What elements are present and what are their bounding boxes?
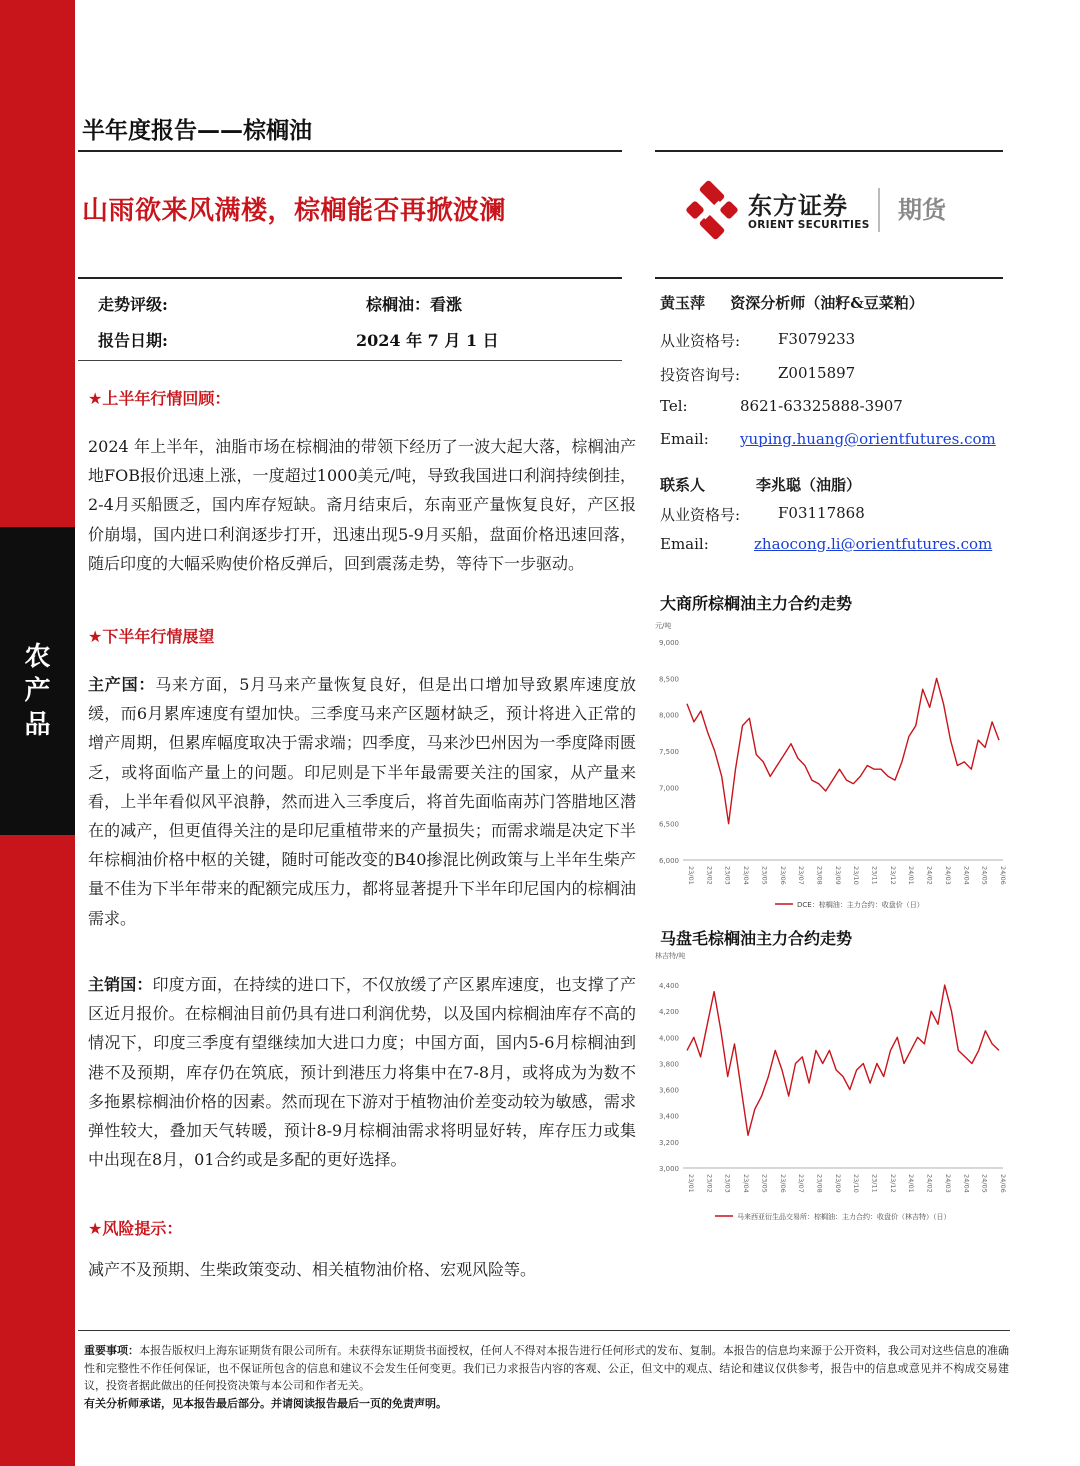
chart-ytick-label: 6,500: [658, 820, 679, 829]
chart-xtick-label: 23/12: [888, 1174, 897, 1193]
contact-name: 李兆聪（油脂）: [756, 476, 862, 494]
chart-ytick-label: 4,200: [658, 1008, 679, 1017]
chart-ytick-label: 3,600: [658, 1086, 679, 1095]
chart-legend-label: DCE：棕榈油：主力合约：收盘价（日）: [797, 901, 924, 909]
producer-label: 主产国：: [88, 675, 156, 694]
chart-xtick-label: 24/05: [980, 866, 989, 885]
rating-label: 走势评级:: [98, 295, 168, 314]
chart-xtick-label: 24/02: [925, 1174, 934, 1193]
chart-xtick-label: 23/07: [797, 1174, 806, 1193]
chart-series-line: [687, 985, 999, 1135]
chart-xtick-label: 23/12: [888, 866, 897, 885]
contact-label: 联系人: [660, 476, 706, 494]
chart-xtick-label: 23/01: [687, 1174, 695, 1193]
section-heading-risk: ★风险提示：: [88, 1219, 183, 1238]
chart-bmd-svg: [655, 952, 1005, 1232]
report-type: 半年度报告——棕榈油: [82, 118, 312, 144]
qual-label: 从业资格号:: [660, 332, 741, 350]
chart-xtick-label: 23/03: [723, 1174, 732, 1193]
category-label-char: 产: [24, 676, 51, 706]
qual2-label: 从业资格号:: [660, 506, 741, 524]
risk-paragraph: 减产不及预期、生柴政策变动、相关植物油价格、宏观风险等。: [88, 1260, 537, 1279]
category-label-char: 农: [24, 642, 51, 672]
chart-dce-svg: [655, 620, 1005, 920]
chart-xtick-label: 23/07: [797, 866, 806, 885]
email2-label: Email:: [660, 535, 709, 553]
chart-xtick-label: 23/08: [815, 1174, 824, 1193]
consumer-label: 主销国：: [88, 975, 153, 994]
qual2-value: F03117868: [778, 504, 865, 522]
chart-ytick-label: 7,000: [658, 784, 679, 793]
chart-xtick-label: 24/05: [980, 1174, 989, 1193]
chart-ytick-label: 6,000: [658, 857, 679, 865]
chart-xtick-label: 24/03: [943, 866, 952, 885]
tel-value: 8621-63325888-3907: [740, 397, 903, 415]
notice-label: 重要事项：: [84, 1344, 140, 1357]
disclaimer: [84, 1342, 1009, 1412]
divider: [78, 360, 622, 361]
chart-ytick-label: 7,500: [658, 748, 679, 756]
consult-value: Z0015897: [778, 364, 856, 382]
chart-xtick-label: 24/06: [999, 1174, 1007, 1193]
chart-legend-label: 马来西亚衍生品交易所：棕榈油：主力合约：收盘价（林吉特）（日）: [737, 1213, 951, 1221]
chart-ylabel: 元/吨: [655, 622, 672, 630]
chart-ytick-label: 3,200: [658, 1138, 679, 1147]
tel-label: Tel:: [660, 397, 688, 415]
chart-title-dce: 大商所棕榈油主力合约走势: [660, 594, 853, 613]
chart-bmd: [655, 952, 1005, 1232]
email-link[interactable]: yuping.huang@orientfutures.com: [740, 430, 996, 448]
chart-dce: [655, 620, 1005, 920]
qual-value: F3079233: [778, 330, 856, 348]
email-label: Email:: [660, 430, 709, 448]
section-heading-review: ★上半年行情回顾：: [88, 389, 231, 408]
divider: [78, 277, 622, 279]
chart-ytick-label: 3,000: [658, 1165, 679, 1173]
logo-icon: [686, 184, 738, 236]
commit-text: 有关分析师承诺，见本报告最后部分。并请阅读报告最后一页的免责声明。: [84, 1396, 447, 1410]
chart-title-bmd: 马盘毛棕榈油主力合约走势: [660, 929, 853, 948]
chart-ytick-label: 9,000: [658, 639, 679, 647]
analyst-contact-block: [660, 292, 1005, 572]
chart-xtick-label: 23/06: [778, 1174, 787, 1193]
date-label: 报告日期:: [98, 331, 168, 350]
chart-xtick-label: 23/09: [833, 1174, 842, 1193]
divider: [655, 277, 1003, 279]
chart-xtick-label: 24/01: [907, 866, 916, 885]
chart-ylabel: 林吉特/吨: [655, 952, 686, 960]
logo-separator: [878, 188, 880, 232]
section-heading-outlook: ★下半年行情展望: [88, 627, 215, 646]
chart-xtick-label: 24/03: [943, 1174, 952, 1193]
producer-paragraph: [88, 670, 636, 933]
chart-series-line: [687, 678, 999, 823]
rating-value: 棕榈油：看涨: [366, 295, 463, 314]
consumer-text: 印度方面，在持续的进口下，不仅放缓了产区累库速度，也支撑了产区近月报价。在棕榈油目前仍具有进口利润优势，以及国内棕榈油库存不高的情况下，印度三季度有望继续加大进口力度；中国方面，国内5-6月棕榈油到港不及预期，库存仍在筑底，预计到港压力将集中在7-8月，或将成为为数不多拖累棕榈油价格的因素。然而现在下游对于植物油价差变动较为敏感，需求弹性较大，叠加天气转暖，预计8-9月棕榈油需求将明显好转，库存压力或集中出现在8月，01合约或是多配的更好选择。: [88, 975, 636, 1170]
chart-xtick-label: 23/04: [742, 1174, 751, 1193]
analyst-name: 黄玉萍: [660, 294, 706, 312]
chart-ytick-label: 4,000: [658, 1034, 679, 1043]
category-label-char: 品: [24, 710, 51, 740]
chart-xtick-label: 23/09: [833, 866, 842, 885]
chart-xtick-label: 24/06: [999, 866, 1007, 885]
chart-xtick-label: 23/10: [852, 866, 861, 885]
logo-futures: 期货: [898, 196, 946, 224]
date-value: 2024 年 7 月 1 日: [356, 331, 499, 350]
page-title: 山雨欲来风满楼，棕榈能否再掀波澜: [82, 196, 507, 226]
company-logo: [686, 180, 966, 240]
notice-text: 本报告版权归上海东证期货有限公司所有。未获得东证期货书面授权，任何人不得对本报告进行任何形式的发布、复制。本报告的信息均来源于公开资料，我公司对这些信息的准确性和完整性不作任何保证，也不保证所包含的信息和建议不会发生任何变更。我们已力求报告内容的客观、公正，但文中的观点、结论和建议仅供参考，报告中的信息或意见并不构成交易建议，投资者据此做出的任何投资决策与本公司和作者无关。: [84, 1344, 1009, 1392]
logo-text-cn: 东方证券: [748, 192, 848, 220]
chart-xtick-label: 23/08: [815, 866, 824, 885]
producer-text: 马来方面，5月马来产量恢复良好，但是出口增加导致累库速度放缓，而6月累库速度有望加快。三季度马来产区题材缺乏，预计将进入正常的增产周期，但累库幅度取决于需求端；四季度，马来沙巴州因为一季度降雨匮乏，或将面临产量上的问题。印尼则是下半年最需要关注的国家，从产量来看，上半年看似风平浪静，然而进入三季度后，将首先面临南苏门答腊地区潜在的减产，但更值得关注的是印尼重植带来的产量损失；而需求端是决定下半年棕榈油价格中枢的关键，随时可能改变的B40掺混比例政策与上半年生柴产量不佳为下半年带来的配额完成压力，都将显著提升下半年印尼国内的棕榈油需求。: [88, 675, 636, 928]
chart-xtick-label: 23/02: [705, 866, 714, 885]
divider: [78, 150, 622, 152]
chart-ytick-label: 8,500: [658, 675, 679, 684]
chart-ytick-label: 4,400: [658, 982, 679, 991]
divider: [78, 1330, 1010, 1331]
chart-xtick-label: 24/04: [962, 1174, 971, 1193]
consumer-paragraph: [88, 970, 636, 1174]
chart-ytick-label: 8,000: [658, 711, 679, 720]
category-label: [0, 640, 75, 742]
chart-xtick-label: 23/01: [687, 866, 695, 885]
chart-xtick-label: 23/05: [760, 1174, 769, 1193]
review-paragraph: 2024 年上半年，油脂市场在棕榈油的带领下经历了一波大起大落，棕榈油产地FOB报价迅速上涨，一度超过1000美元/吨，导致我国进口利润持续倒挂，2-4月买船匮乏，国内库存短缺。斋月结束后，东南亚产量恢复良好，产区报价崩塌，国内进口利润逐步打开，迅速出现5-9月买船，盘面价格迅速回落，随后印度的大幅采购使价格反弹后，回到震荡走势，等待下一步驱动。: [88, 437, 636, 573]
divider: [655, 150, 1003, 152]
chart-xtick-label: 23/04: [742, 866, 751, 885]
email2-link[interactable]: zhaocong.li@orientfutures.com: [754, 535, 993, 553]
chart-ytick-label: 3,800: [658, 1060, 679, 1069]
logo-text-en: ORIENT SECURITIES: [748, 219, 870, 231]
chart-xtick-label: 23/05: [760, 866, 769, 885]
analyst-title: 资深分析师（油籽&豆菜粕）: [730, 294, 924, 312]
chart-xtick-label: 23/11: [870, 1174, 879, 1193]
chart-xtick-label: 23/10: [852, 1174, 861, 1193]
chart-xtick-label: 23/11: [870, 866, 879, 885]
chart-xtick-label: 24/02: [925, 866, 934, 885]
chart-xtick-label: 23/06: [778, 866, 787, 885]
chart-xtick-label: 24/01: [907, 1174, 916, 1193]
chart-xtick-label: 23/02: [705, 1174, 714, 1193]
consult-label: 投资咨询号:: [660, 366, 741, 384]
chart-ytick-label: 3,400: [658, 1112, 679, 1121]
chart-xtick-label: 24/04: [962, 866, 971, 885]
chart-xtick-label: 23/03: [723, 866, 732, 885]
